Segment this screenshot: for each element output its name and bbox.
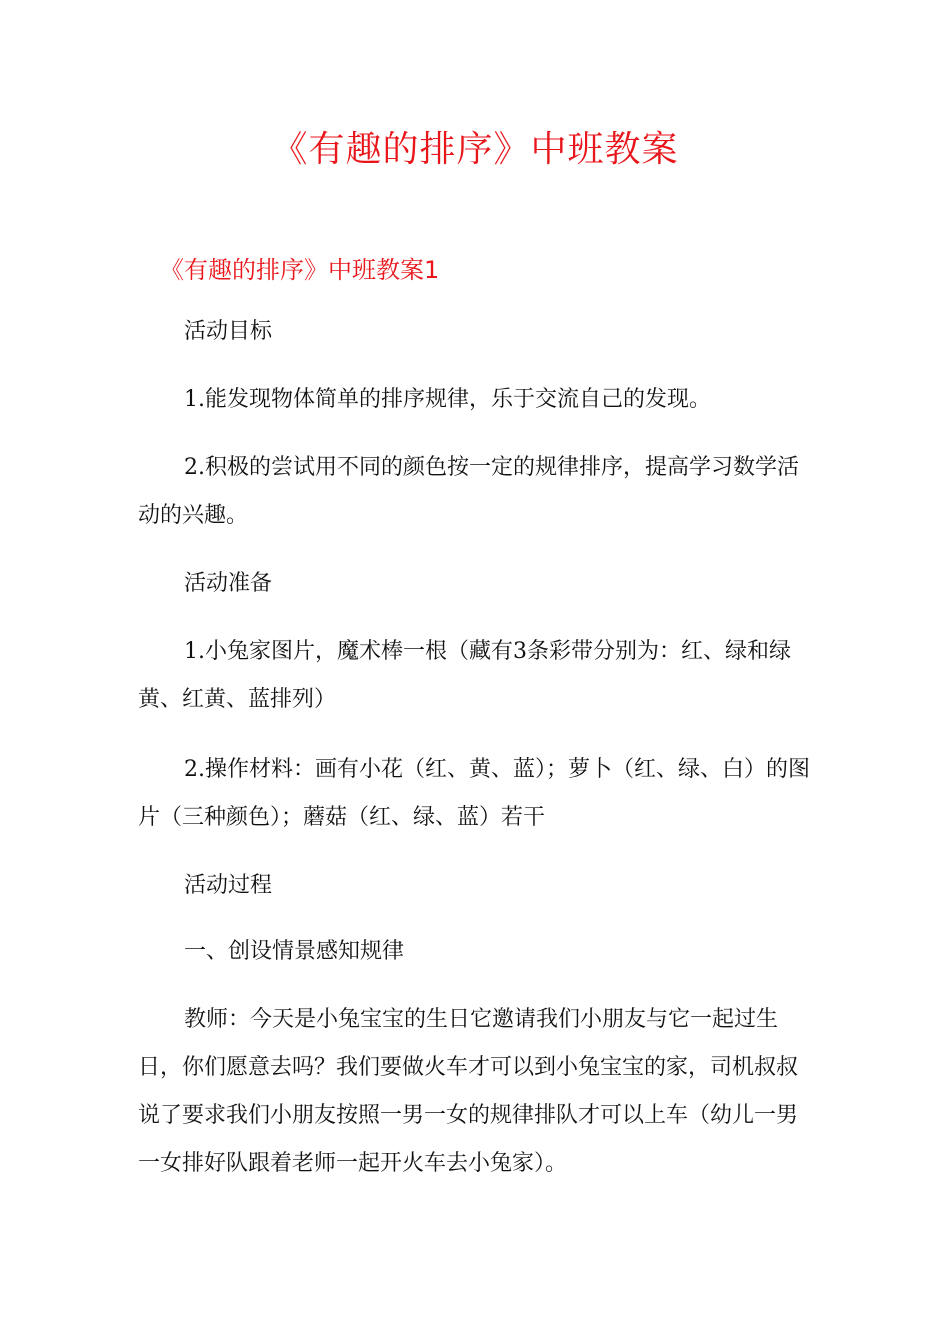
paragraph-step-1-heading: 一、创设情景感知规律 bbox=[184, 939, 405, 964]
paragraph-goal-2: 2.积极的尝试用不同的颜色按一定的规律排序，提高学习数学活动的兴趣。 bbox=[138, 455, 799, 528]
paragraph-preparation-2: 2.操作材料：画有小花（红、黄、蓝）；萝卜（红、绿、白）的图片（三种颜色）；蘑菇（红、绿、蓝）若干 bbox=[138, 757, 810, 830]
document-title: 《有趣的排序》中班教案 bbox=[271, 129, 679, 170]
paragraph-goal-1: 1.能发现物体简单的排序规律，乐于交流自己的发现。 bbox=[184, 387, 711, 412]
paragraph-preparation-1: 1.小兔家图片，魔术棒一根（藏有3条彩带分别为：红、绿和绿黄、红黄、蓝排列） bbox=[138, 639, 791, 712]
paragraph-teacher-dialogue: 教师：今天是小兔宝宝的生日它邀请我们小朋友与它一起过生日，你们愿意去吗？我们要做火车才可以到小兔宝宝的家，司机叔叔说了要求我们小朋友按照一男一女的规律排队才可以上车（幼儿一男一女排好队跟着老师一起开火车去小兔家）。 bbox=[138, 1007, 799, 1176]
paragraph-heading-activity-goals: 活动目标 bbox=[184, 319, 273, 344]
paragraph-heading-activity-preparation: 活动准备 bbox=[184, 571, 273, 596]
section-title: 《有趣的排序》中班教案1 bbox=[160, 256, 440, 284]
paragraph-heading-activity-process: 活动过程 bbox=[184, 873, 273, 898]
